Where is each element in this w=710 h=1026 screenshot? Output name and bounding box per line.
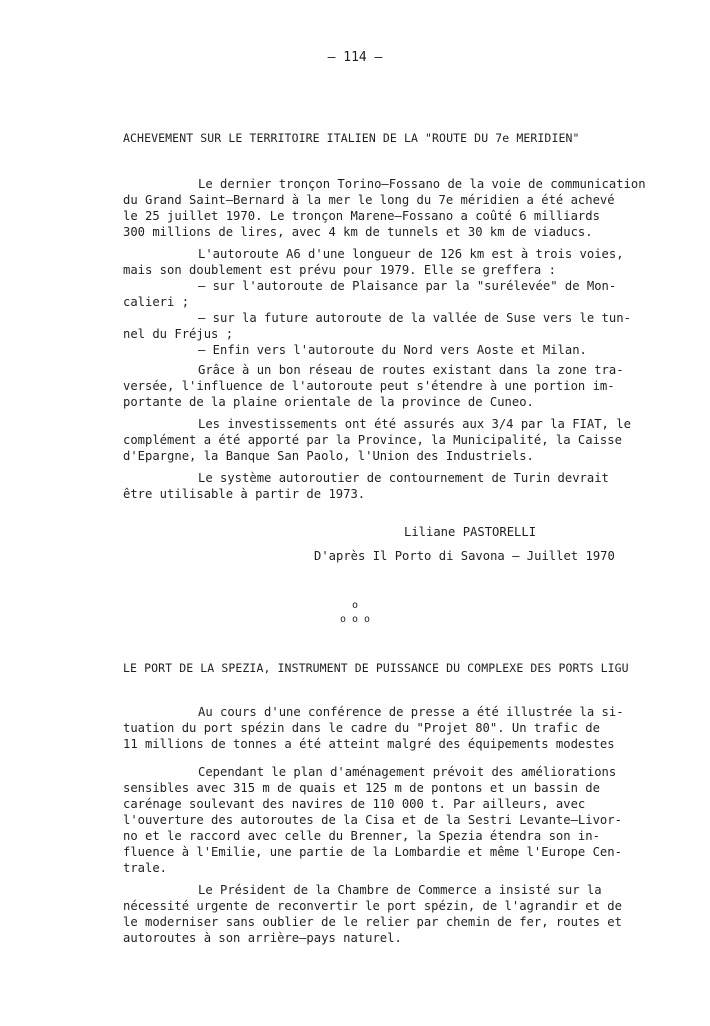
text-line: – sur la future autoroute de la vallée de Suse vers le tun- <box>198 311 631 325</box>
text-line: trale. <box>123 861 168 875</box>
text-line: – sur l'autoroute de Plaisance par la "surélevée" de Mon- <box>198 279 617 293</box>
text-line: nécessité urgente de reconvertir le port spézin, de l'agrandir et de <box>123 899 622 913</box>
text-line: d'Epargne, la Banque San Paolo, l'Union des Industriels. <box>123 449 534 463</box>
text-line: Grâce à un bon réseau de routes existant dans la zone tra- <box>198 363 624 377</box>
text-line: Le Président de la Chambre de Commerce a insisté sur la <box>198 883 602 897</box>
text-line: versée, l'influence de l'autoroute peut s'étendre à une portion im- <box>123 379 615 393</box>
text-line: tuation du port spézin dans le cadre du "Projet 80". Un trafic de <box>123 721 600 735</box>
separator-bottom: o o o <box>339 614 371 625</box>
text-line: mais son doublement est prévu pour 1979. Elle se greffera : <box>123 263 556 277</box>
page-number: – 114 – <box>327 50 383 65</box>
text-line: 11 millions de tonnes a été atteint malgré des équipements modestes <box>123 737 615 751</box>
text-line: être utilisable à partir de 1973. <box>123 487 366 501</box>
article-2-title: LE PORT DE LA SPEZIA, INSTRUMENT DE PUISSANCE DU COMPLEXE DES PORTS LIGU <box>123 661 629 675</box>
text-line: – Enfin vers l'autoroute du Nord vers Aoste et Milan. <box>198 343 587 357</box>
text-line: le moderniser sans oublier de le relier par chemin de fer, routes et <box>123 915 622 929</box>
text-line: Le système autoroutier de contournement de Turin devrait <box>198 471 609 485</box>
text-line: fluence à l'Emilie, une partie de la Lombardie et même l'Europe Cen- <box>123 845 622 859</box>
text-line: carénage soulevant des navires de 110 000 t. Par ailleurs, avec <box>123 797 586 811</box>
text-line: calieri ; <box>123 295 190 309</box>
text-line: no et le raccord avec celle du Brenner, la Spezia étendra son in- <box>123 829 600 843</box>
source-credit: D'après Il Porto di Savona – Juillet 1970 <box>314 549 615 563</box>
text-line: du Grand Saint–Bernard à la mer le long du 7e méridien a été achevé <box>123 193 615 207</box>
text-line: sensibles avec 315 m de quais et 125 m de pontons et un bassin de <box>123 781 600 795</box>
separator-top: o <box>351 600 359 611</box>
text-line: autoroutes à son arrière–pays naturel. <box>123 931 402 945</box>
text-line: l'ouverture des autoroutes de la Cisa et de la Sestri Levante–Livor- <box>123 813 622 827</box>
article-1-title: ACHEVEMENT SUR LE TERRITOIRE ITALIEN DE LA "ROUTE DU 7e MERIDIEN" <box>123 131 580 145</box>
text-line: le 25 juillet 1970. Le tronçon Marene–Fossano a coûté 6 milliards <box>123 209 600 223</box>
text-line: complément a été apporté par la Province, la Municipalité, la Caisse <box>123 433 622 447</box>
text-line: Au cours d'une conférence de presse a été illustrée la si- <box>198 705 624 719</box>
text-line: nel du Fréjus ; <box>123 327 234 341</box>
text-line: Le dernier tronçon Torino–Fossano de la voie de communication <box>198 177 646 191</box>
author-signature: Liliane PASTORELLI <box>404 525 537 539</box>
text-line: 300 millions de lires, avec 4 km de tunnels et 30 km de viaducs. <box>123 225 593 239</box>
text-line: Cependant le plan d'aménagement prévoit des améliorations <box>198 765 617 779</box>
text-line: L'autoroute A6 d'une longueur de 126 km est à trois voies, <box>198 247 624 261</box>
text-line: portante de la plaine orientale de la province de Cuneo. <box>123 395 534 409</box>
text-line: Les investissements ont été assurés aux 3/4 par la FIAT, le <box>198 417 631 431</box>
